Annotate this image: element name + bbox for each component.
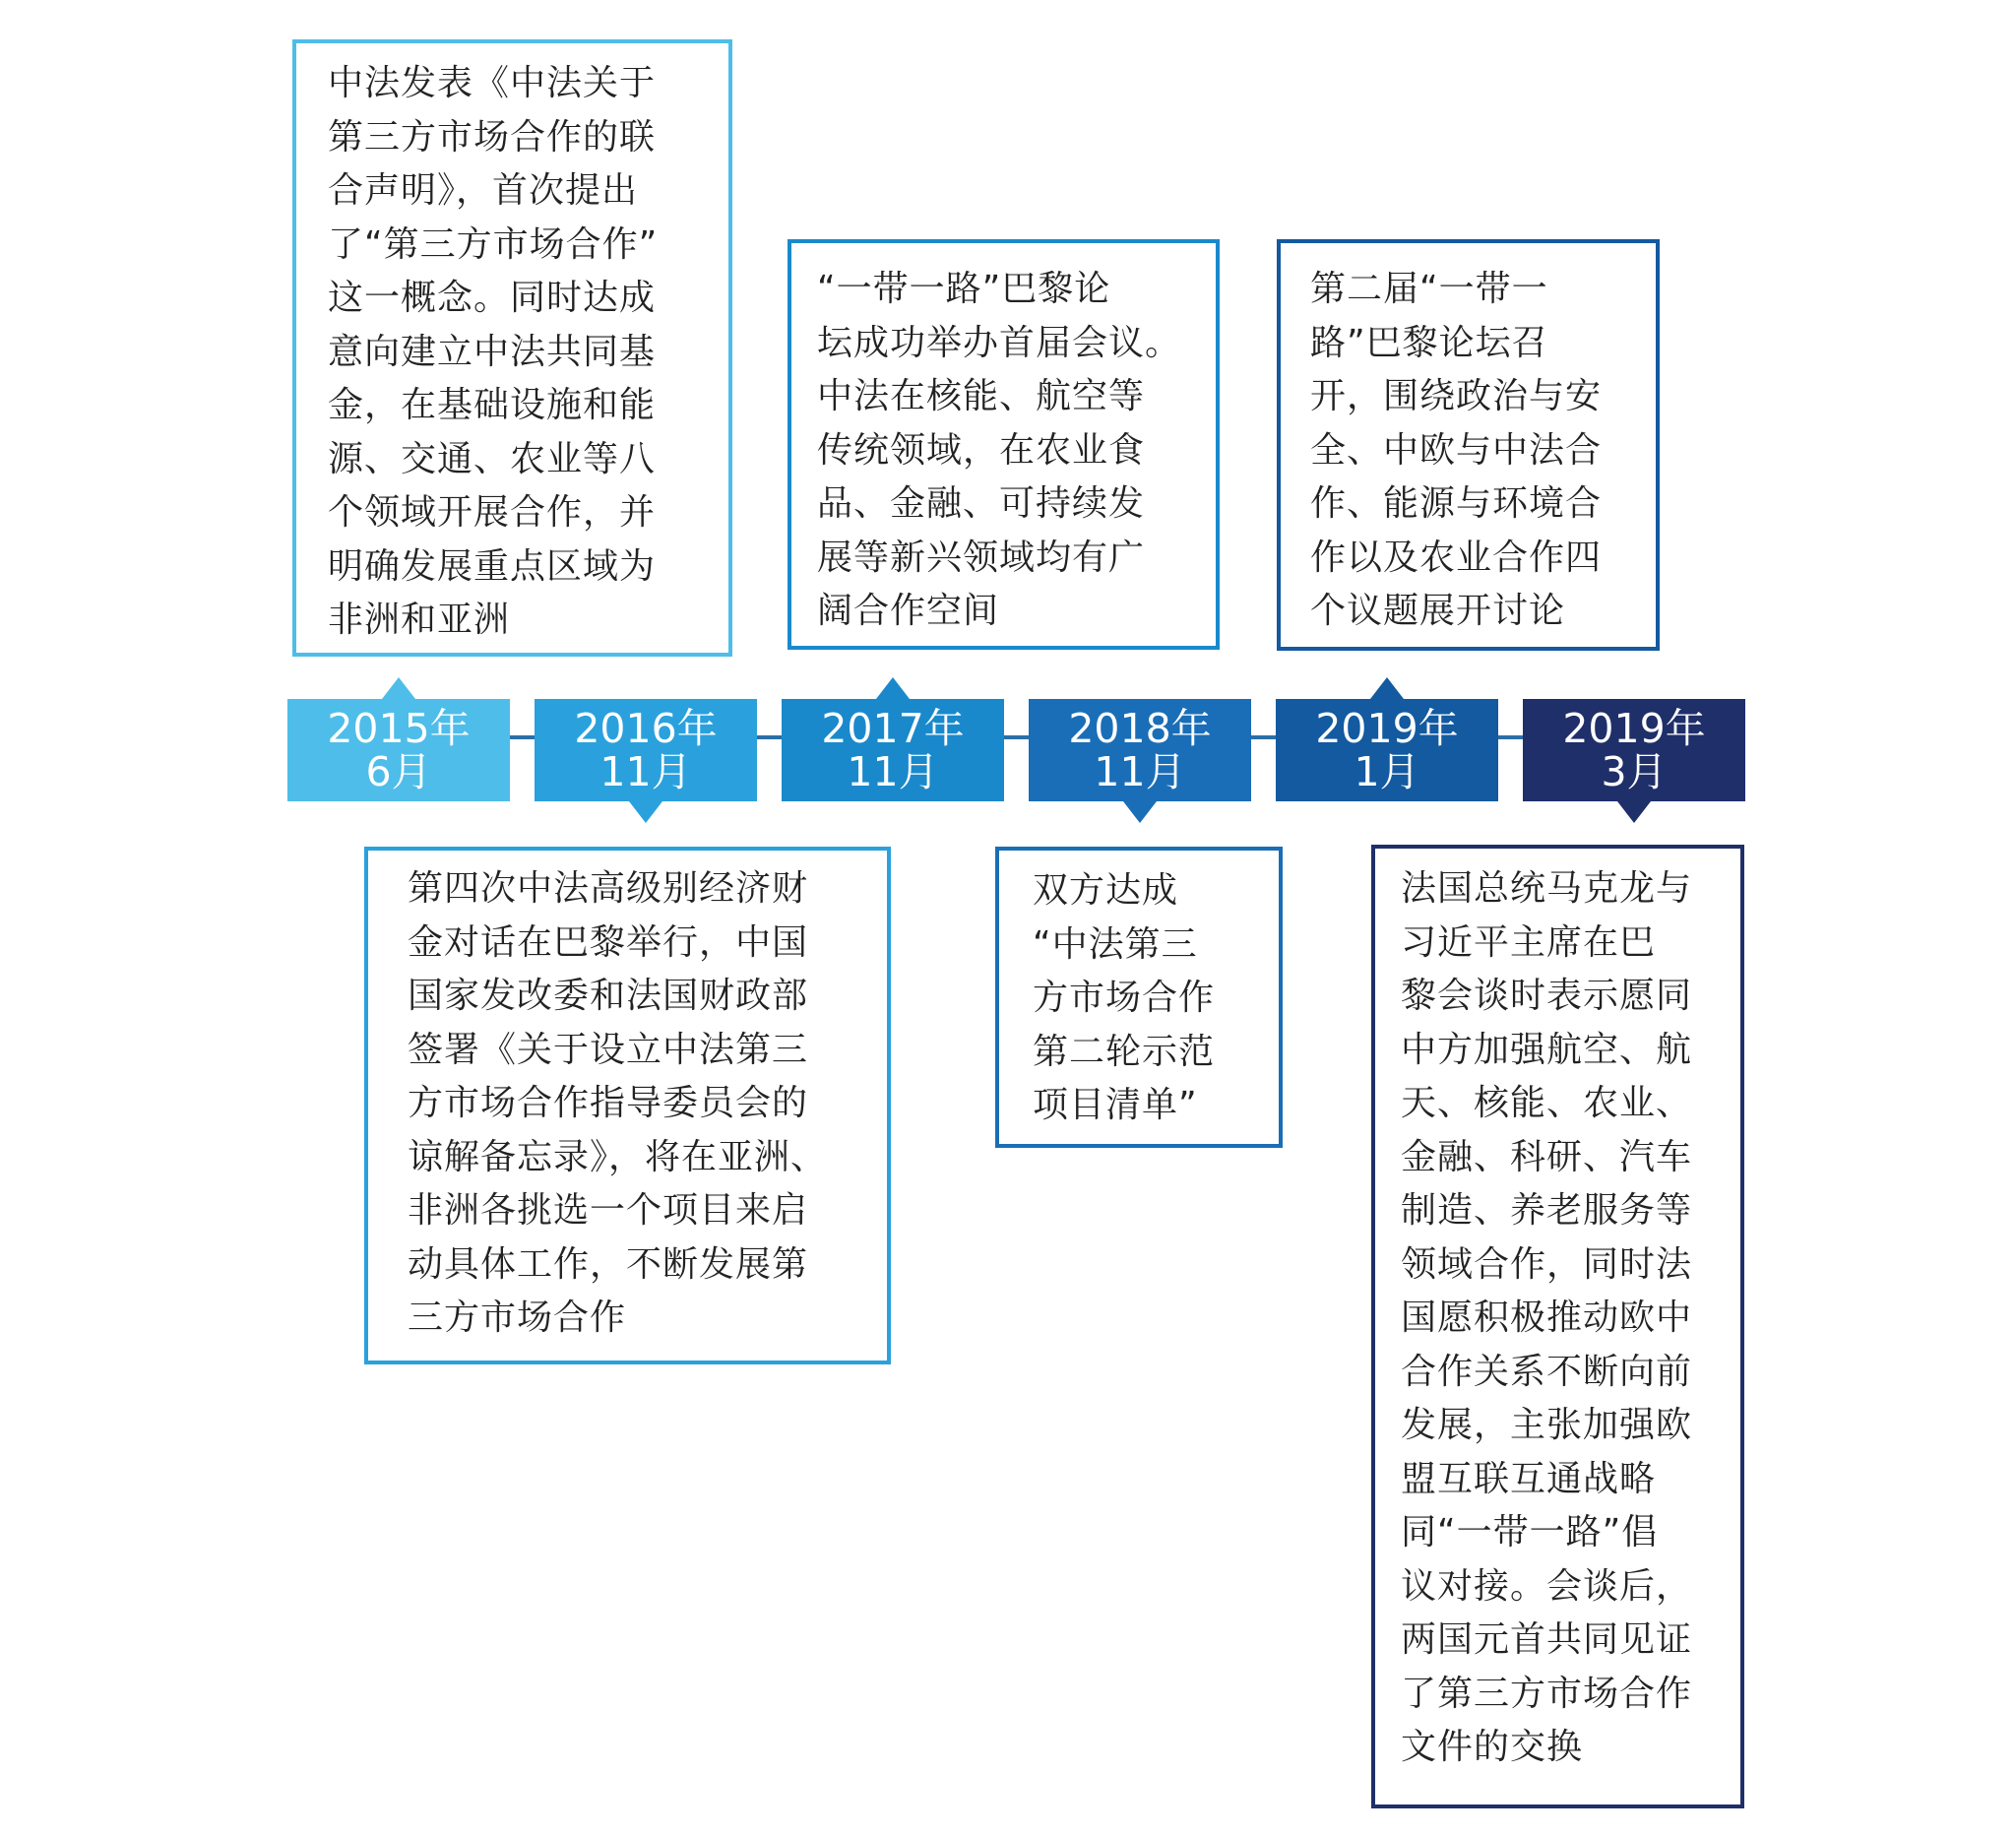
date-marker-2018-11 [1029, 699, 1251, 801]
date-year: 2017年 [821, 705, 965, 752]
date-month: 3月 [1601, 748, 1668, 795]
date-month: 11月 [847, 748, 939, 795]
date-marker-2015-06 [287, 699, 510, 801]
event-2019-01 [1277, 239, 1660, 651]
event-text: “一带一路”巴黎论 坛成功举办首届会议。 中法在核能、航空等 传统领域，在农业食 品、金融、可持续发 展等新兴领域均有广 阔合作空间 [817, 269, 1182, 631]
pointer-down-2016 [629, 801, 662, 823]
date-month: 11月 [1094, 748, 1186, 795]
date-year: 2019年 [1315, 705, 1459, 752]
event-text: 第二届“一带一 路”巴黎论坛召 开，围绕政治与安 全、中欧与中法合 作、能源与环境合 作以及农业合作四 个议题展开讨论 [1310, 269, 1603, 631]
event-text: 双方达成 “中法第三 方市场合作 第二轮示范 项目清单” [1033, 870, 1216, 1125]
pointer-up-2017 [876, 677, 910, 699]
date-year: 2019年 [1562, 705, 1706, 752]
pointer-down-2019-03 [1617, 801, 1651, 823]
date-year: 2018年 [1068, 705, 1212, 752]
event-2019-03 [1371, 845, 1744, 1808]
date-year: 2016年 [574, 705, 718, 752]
date-month: 1月 [1354, 748, 1420, 795]
pointer-down-2018 [1123, 801, 1157, 823]
date-year: 2015年 [327, 705, 471, 752]
event-2017-11 [788, 239, 1220, 650]
date-marker-2019-03 [1523, 699, 1745, 801]
pointer-up-2015 [382, 677, 415, 699]
date-marker-2016-11 [535, 699, 757, 801]
event-text: 中法发表《中法关于 第三方市场合作的联 合声明》，首次提出 了“第三方市场合作” 这一概念。同时达成 意向建立中法共同基 金，在基础设施和能 源、交通、农业等八 个领域开展合作，并 明确发展重点区域为 非洲和亚洲 [328, 63, 659, 640]
event-2018-11 [995, 847, 1283, 1148]
date-marker-2017-11 [782, 699, 1004, 801]
event-text: 第四次中法高级别经济财 金对话在巴黎举行，中国 国家发改委和法国财政部 签署《关于设立中法第三 方市场合作指导委员会的 谅解备忘录》，将在亚洲、 非洲各挑选一个项目来启 动具体工作，不断发展第 三方市场合作 [408, 868, 828, 1338]
event-2016-11 [364, 847, 891, 1364]
date-marker-2019-01 [1276, 699, 1498, 801]
event-text: 法国总统马克龙与 习近平主席在巴 黎会谈时表示愿同 中方加强航空、航 天、核能、农业、 金融、科研、汽车 制造、养老服务等 领域合作，同时法 国愿积极推动欧中 合作关系不断向前 发展，主张加强欧 盟互联互通战略 同“一带一路”倡 议对接。会谈后， 两国元首共同见证 了第三方市场合作 文件的交换 [1401, 868, 1693, 1767]
pointer-up-2019-01 [1370, 677, 1404, 699]
event-2015-06 [292, 39, 732, 657]
date-month: 11月 [599, 748, 692, 795]
date-month: 6月 [365, 748, 432, 795]
